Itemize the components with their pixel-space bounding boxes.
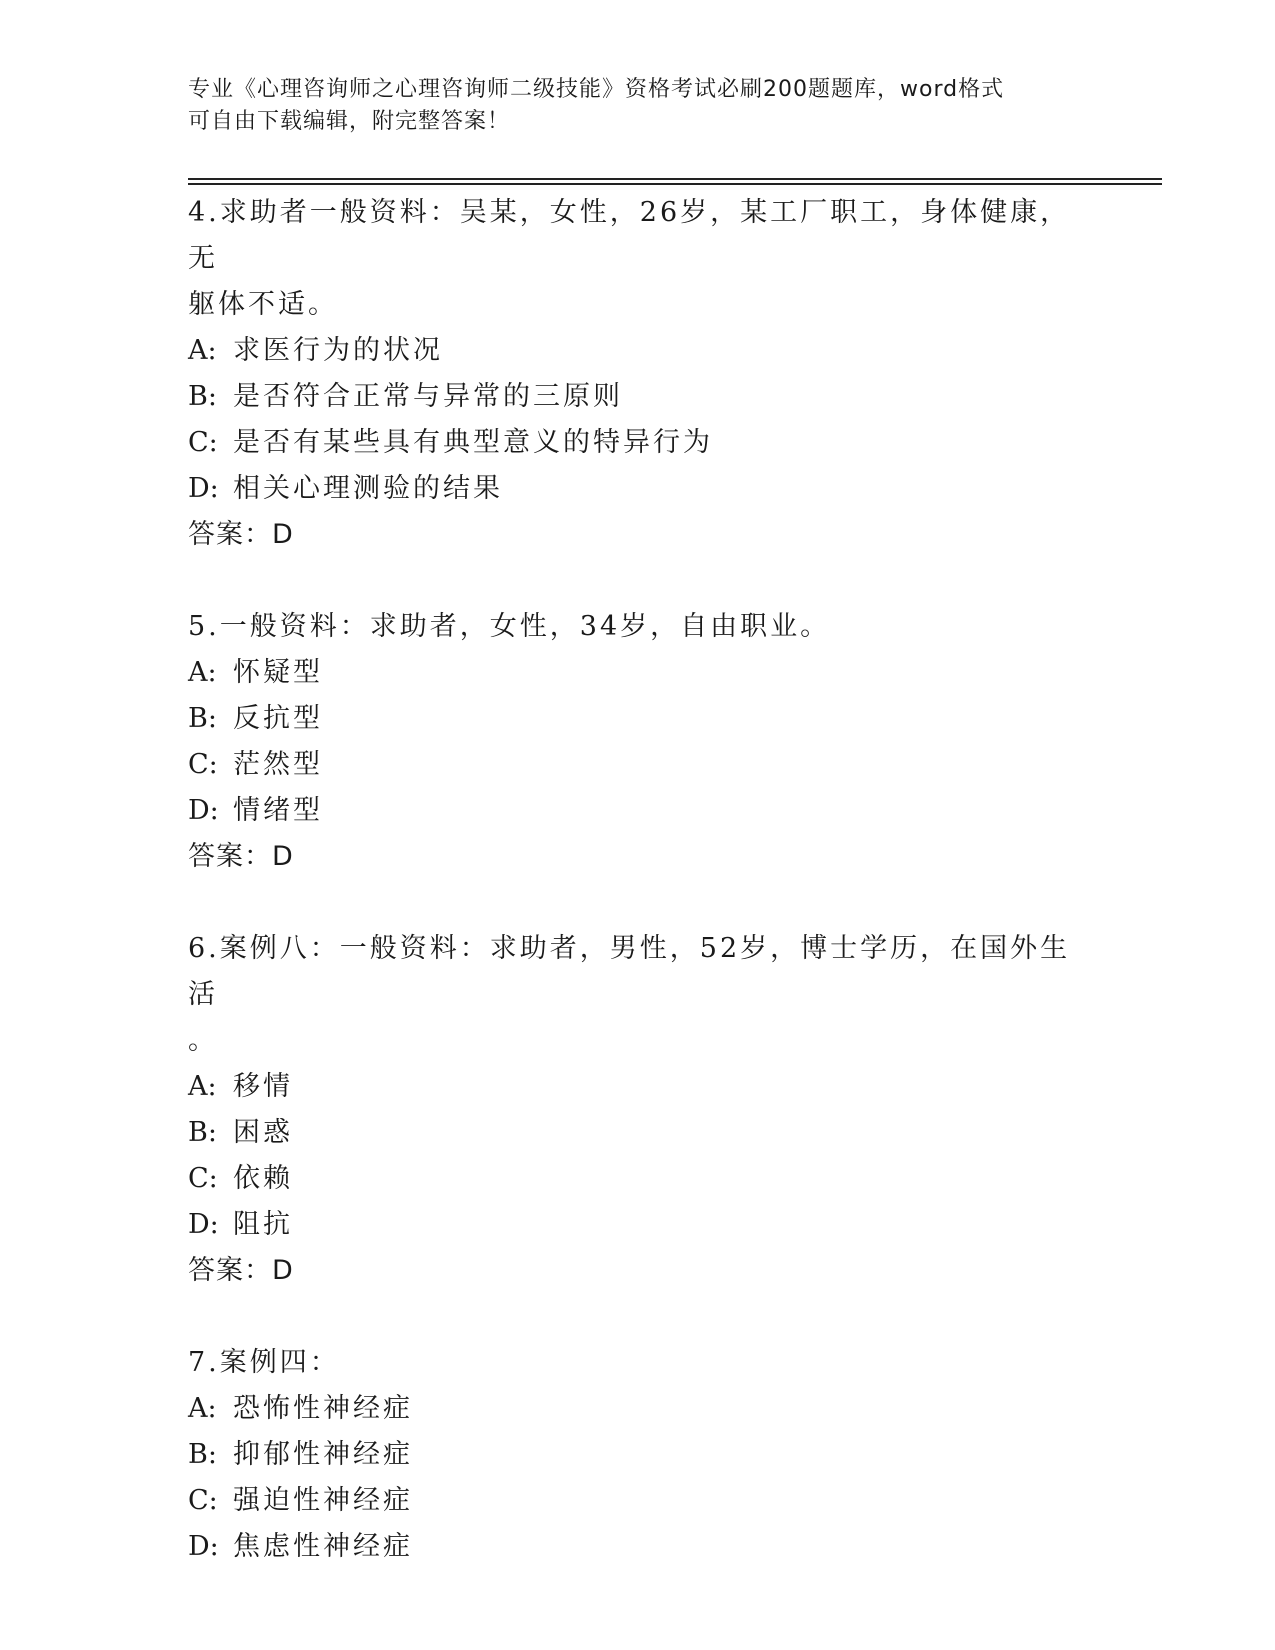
option-c: [188, 1478, 1088, 1524]
option-text: 焦虑性神经症: [233, 1531, 413, 1562]
option-text: 强迫性神经症: [233, 1485, 413, 1516]
option-text: 求医行为的状况: [233, 335, 443, 366]
option-label: A:: [188, 657, 217, 688]
header-divider-bottom: [188, 183, 1162, 185]
option-d: [188, 1524, 1088, 1570]
option-text: 阻抗: [233, 1209, 293, 1240]
question-stem-continued: 躯体不适。: [188, 289, 338, 320]
header-line-2: 可自由下载编辑，附完整答案！: [188, 109, 511, 134]
option-label: D:: [188, 1209, 219, 1240]
question-stem: 7.案例四：: [188, 1347, 340, 1378]
option-label: C:: [188, 1163, 218, 1194]
option-a: [188, 1064, 1088, 1110]
option-label: B:: [188, 703, 217, 734]
option-d: [188, 466, 1088, 512]
option-b: [188, 696, 1088, 742]
option-label: D:: [188, 795, 219, 826]
option-label: A:: [188, 335, 217, 366]
answer-line: 答案：D: [188, 1255, 294, 1286]
document-header: [188, 74, 1068, 138]
option-label: C:: [188, 1485, 218, 1516]
option-c: [188, 742, 1088, 788]
option-label: C:: [188, 749, 218, 780]
option-text: 恐怖性神经症: [233, 1393, 413, 1424]
option-label: A:: [188, 1071, 217, 1102]
option-c: [188, 420, 1088, 466]
option-label: B:: [188, 1117, 217, 1148]
option-b: [188, 374, 1088, 420]
option-text: 怀疑型: [233, 657, 323, 688]
question-stem: 5.一般资料：求助者，女性，34岁，自由职业。: [188, 611, 831, 642]
option-d: [188, 1202, 1088, 1248]
option-label: C:: [188, 427, 218, 458]
question-4: [188, 190, 1088, 558]
option-label: D:: [188, 1531, 219, 1562]
question-5: [188, 604, 1088, 880]
option-text: 依赖: [233, 1163, 293, 1194]
option-text: 反抗型: [233, 703, 323, 734]
option-label: A:: [188, 1393, 217, 1424]
option-a: [188, 328, 1088, 374]
question-list: [188, 190, 1088, 1616]
option-c: [188, 1156, 1088, 1202]
question-stem: 4.求助者一般资料：吴某，女性，26岁，某工厂职工，身体健康，无: [188, 197, 1071, 274]
option-text: 情绪型: [233, 795, 323, 826]
header-line-1: 专业《心理咨询师之心理咨询师二级技能》资格考试必刷200题题库，word格式: [188, 77, 1005, 102]
option-text: 抑郁性神经症: [233, 1439, 413, 1470]
question-7: [188, 1340, 1088, 1570]
header-divider-top: [188, 178, 1162, 180]
option-text: 困惑: [233, 1117, 293, 1148]
option-a: [188, 650, 1088, 696]
option-label: B:: [188, 381, 217, 412]
option-label: D:: [188, 473, 219, 504]
option-text: 移情: [233, 1071, 293, 1102]
question-6: [188, 926, 1088, 1294]
question-stem: 6.案例八：一般资料：求助者，男性，52岁，博士学历，在国外生活: [188, 933, 1071, 1010]
option-label: B:: [188, 1439, 217, 1470]
option-text: 相关心理测验的结果: [233, 473, 503, 504]
answer-line: 答案：D: [188, 841, 294, 872]
option-b: [188, 1110, 1088, 1156]
option-d: [188, 788, 1088, 834]
option-text: 茫然型: [233, 749, 323, 780]
option-a: [188, 1386, 1088, 1432]
option-b: [188, 1432, 1088, 1478]
question-stem-continued: 。: [188, 1025, 218, 1056]
option-text: 是否符合正常与异常的三原则: [233, 381, 623, 412]
answer-line: 答案：D: [188, 519, 294, 550]
option-text: 是否有某些具有典型意义的特异行为: [233, 427, 713, 458]
